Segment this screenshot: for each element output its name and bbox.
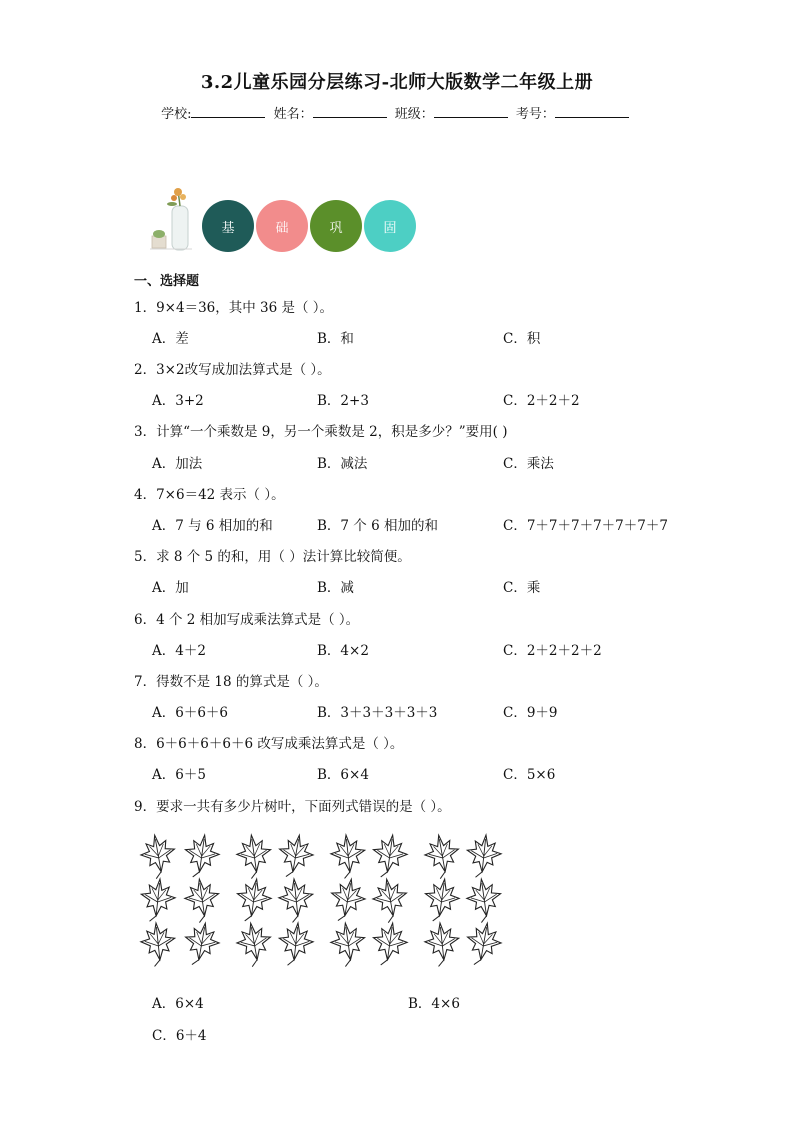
page-title: 3.2儿童乐园分层练习-北师大版数学二年级上册 [200, 72, 594, 93]
q2-option-a[interactable]: A．3+2 [152, 393, 204, 409]
q3-option-a[interactable]: A．加法 [152, 456, 203, 472]
banner-char-3: 巩 [329, 220, 343, 236]
student-info-line [0, 103, 794, 122]
q4-option-c[interactable]: C．7＋7＋7＋7＋7＋7＋7 [503, 518, 668, 534]
leaves-illustration [136, 830, 508, 970]
question-2: 2．3×2改写成加法算式是（ ）。 [134, 362, 331, 378]
section-banner [150, 186, 430, 256]
banner-char-1: 基 [221, 220, 235, 236]
question-4: 4．7×6＝42 表示（ ）。 [134, 487, 285, 503]
q1-option-b[interactable]: B．和 [317, 331, 354, 347]
q6-option-c[interactable]: C．2＋2＋2＋2 [503, 643, 602, 659]
banner-circle-4 [364, 200, 416, 252]
q1-option-a[interactable]: A．差 [152, 331, 189, 347]
q5-option-c[interactable]: C．乘 [503, 580, 541, 596]
q8-option-c[interactable]: C．5×6 [503, 767, 556, 783]
q4-option-a[interactable]: A．7 与 6 相加的和 [152, 518, 273, 534]
banner-char-4: 固 [383, 220, 397, 236]
exam-number-label: 考号： [515, 107, 555, 122]
q2-option-c[interactable]: C．2＋2＋2 [503, 393, 580, 409]
q1-option-c[interactable]: C．积 [503, 331, 541, 347]
question-6: 6．4 个 2 相加写成乘法算式是（ ）。 [134, 612, 360, 628]
q6-option-b[interactable]: B．4×2 [317, 643, 369, 659]
banner-circle-1 [202, 200, 254, 252]
question-1: 1．9×4＝36，其中 36 是（ ）。 [134, 300, 334, 316]
school-blank[interactable] [191, 105, 265, 118]
q5-option-b[interactable]: B．减 [317, 580, 354, 596]
q7-option-a[interactable]: A．6＋6＋6 [152, 705, 229, 721]
question-3: 3．计算“一个乘数是 9，另一个乘数是 2，积是多少？”要用( ) [134, 424, 508, 440]
question-8: 8．6＋6＋6＋6＋6 改写成乘法算式是（ ）。 [134, 736, 404, 752]
q2-option-b[interactable]: B．2+3 [317, 393, 369, 409]
class-label: 班级： [394, 107, 434, 122]
q5-option-a[interactable]: A．加 [152, 580, 189, 596]
q9-option-c[interactable]: C．6＋4 [152, 1028, 207, 1044]
question-7: 7．得数不是 18 的算式是（ ）。 [134, 674, 328, 690]
question-9: 9．要求一共有多少片树叶，下面列式错误的是（ ）。 [134, 799, 451, 815]
q3-option-c[interactable]: C．乘法 [503, 456, 554, 472]
q6-option-a[interactable]: A．4＋2 [152, 643, 206, 659]
plant-vase-icon [150, 186, 196, 256]
name-label: 姓名： [273, 107, 313, 122]
banner-circle-2 [256, 200, 308, 252]
banner-char-2: 础 [275, 220, 289, 236]
name-blank[interactable] [313, 105, 387, 118]
q7-option-c[interactable]: C．9＋9 [503, 705, 558, 721]
q4-option-b[interactable]: B．7 个 6 相加的和 [317, 518, 438, 534]
q9-option-a[interactable]: A．6×4 [152, 996, 204, 1012]
q9-option-b[interactable]: B．4×6 [408, 996, 460, 1012]
question-5: 5．求 8 个 5 的和，用（ ）法计算比较简便。 [134, 549, 411, 565]
section-heading: 一、选择题 [134, 274, 200, 289]
q3-option-b[interactable]: B．减法 [317, 456, 368, 472]
q7-option-b[interactable]: B．3＋3＋3＋3＋3 [317, 705, 438, 721]
banner-circle-3 [310, 200, 362, 252]
school-label: 学校: [161, 107, 192, 122]
class-blank[interactable] [434, 105, 508, 118]
exam-number-blank[interactable] [555, 105, 629, 118]
q8-option-b[interactable]: B．6×4 [317, 767, 369, 783]
q8-option-a[interactable]: A．6＋5 [152, 767, 206, 783]
